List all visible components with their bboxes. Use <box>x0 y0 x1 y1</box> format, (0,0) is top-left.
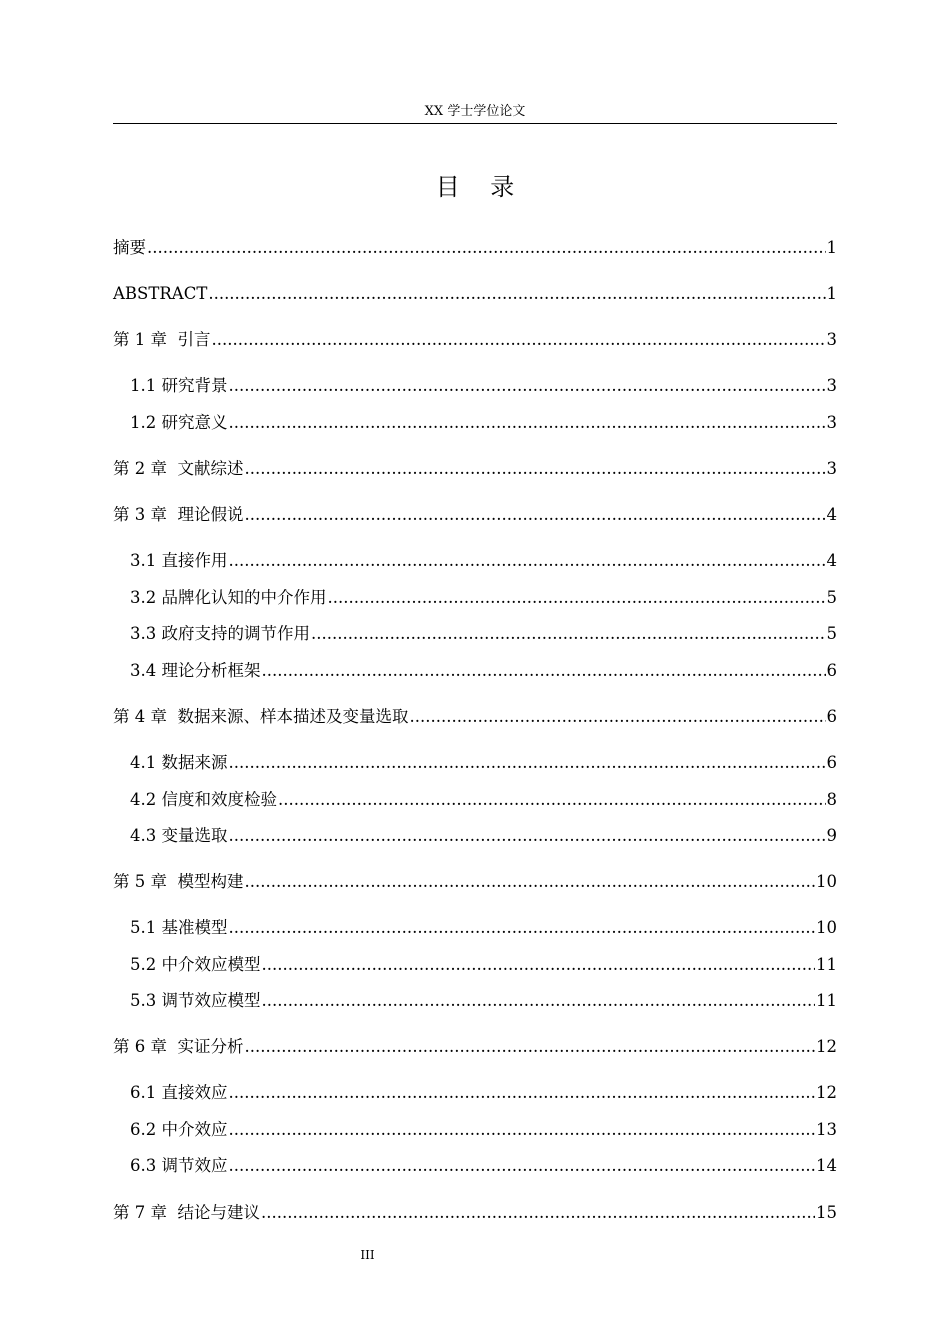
toc-dot-leader <box>262 989 816 1013</box>
toc-entry[interactable] <box>130 916 837 940</box>
footer-page-number: III <box>360 1248 375 1262</box>
toc-entry[interactable] <box>130 788 837 812</box>
toc-entry[interactable] <box>113 705 837 729</box>
toc-entry-label: 5.1 基准模型 <box>130 918 228 937</box>
toc-dot-leader <box>208 282 825 306</box>
toc-dot-leader <box>311 622 826 646</box>
toc-dot-leader <box>244 457 825 481</box>
toc-entry-page: 11 <box>816 991 837 1010</box>
toc-dot-leader <box>229 824 826 848</box>
toc-dot-leader <box>229 549 826 573</box>
toc-dot-leader <box>229 1081 816 1105</box>
toc-entry-page: 1 <box>826 238 837 257</box>
toc-entry-page: 12 <box>816 1037 837 1056</box>
toc-entry-label: 4.3 变量选取 <box>130 826 228 845</box>
toc-entry-page: 3 <box>826 330 837 349</box>
toc-entry-label: 5.3 调节效应模型 <box>130 991 261 1010</box>
toc-entry-page: 14 <box>816 1156 837 1175</box>
toc-dot-leader <box>229 411 826 435</box>
toc-entry[interactable] <box>130 411 837 435</box>
toc-entry-label: 3.3 政府支持的调节作用 <box>130 624 310 643</box>
toc-dot-leader <box>229 1154 816 1178</box>
toc-dot-leader <box>244 870 815 894</box>
toc-dot-leader <box>262 659 826 683</box>
toc-entry[interactable] <box>113 1035 837 1059</box>
toc-entry-label: 摘要 <box>113 238 146 257</box>
toc-entry[interactable] <box>130 586 837 610</box>
toc-entry-label: 3.1 直接作用 <box>130 551 228 570</box>
toc-dot-leader <box>211 328 825 352</box>
toc-entry-label: 1.1 研究背景 <box>130 376 228 395</box>
toc-entry[interactable] <box>113 282 837 306</box>
toc-entry-label: 6.1 直接效应 <box>130 1083 228 1102</box>
toc-entry-label: 第 5 章 模型构建 <box>113 872 244 891</box>
toc-entry-label: ABSTRACT <box>113 284 208 303</box>
toc-entry-page: 5 <box>826 588 837 607</box>
toc-entry[interactable] <box>130 659 837 683</box>
toc-entry-label: 4.1 数据来源 <box>130 753 228 772</box>
toc-entry[interactable] <box>130 1154 837 1178</box>
toc-entry-label: 第 6 章 实证分析 <box>113 1037 244 1056</box>
toc-entry-page: 3 <box>826 376 837 395</box>
toc-dot-leader <box>244 1035 815 1059</box>
toc-entry[interactable] <box>130 953 837 977</box>
toc-entry-label: 3.2 品牌化认知的中介作用 <box>130 588 327 607</box>
toc-entry[interactable] <box>130 549 837 573</box>
toc-entry-label: 6.2 中介效应 <box>130 1120 228 1139</box>
toc-entry-page: 3 <box>826 413 837 432</box>
toc-entry-label: 3.4 理论分析框架 <box>130 661 261 680</box>
toc-entry-page: 9 <box>826 826 837 845</box>
toc-entry-page: 12 <box>816 1083 837 1102</box>
toc-entry-label: 1.2 研究意义 <box>130 413 228 432</box>
toc-entry-label: 第 3 章 理论假说 <box>113 505 244 524</box>
toc-entry-page: 11 <box>816 955 837 974</box>
toc-entry-label: 第 7 章 结论与建议 <box>113 1203 260 1222</box>
toc-entry-page: 4 <box>826 505 837 524</box>
toc-dot-leader <box>262 953 816 977</box>
toc-entry[interactable] <box>130 1081 837 1105</box>
toc-entry-label: 第 4 章 数据来源、样本描述及变量选取 <box>113 707 409 726</box>
toc-dot-leader <box>409 705 825 729</box>
toc-entry-label: 第 1 章 引言 <box>113 330 211 349</box>
running-header: XX 学士学位论文 <box>424 104 526 119</box>
toc-entry[interactable] <box>130 824 837 848</box>
toc-dot-leader <box>229 916 816 940</box>
toc-entry-page: 6 <box>826 753 837 772</box>
toc-entry-page: 6 <box>826 707 837 726</box>
toc-entry[interactable] <box>113 503 837 527</box>
toc-entry-page: 6 <box>826 661 837 680</box>
toc-entry[interactable] <box>130 989 837 1013</box>
toc-entry[interactable] <box>113 457 837 481</box>
toc-entry-page: 8 <box>826 790 837 809</box>
toc-entry[interactable] <box>113 1201 837 1225</box>
toc-entry[interactable] <box>113 328 837 352</box>
toc-dot-leader <box>229 374 826 398</box>
toc-entry-page: 1 <box>826 284 837 303</box>
toc-entry-page: 15 <box>816 1203 837 1222</box>
toc-dot-leader <box>261 1201 815 1225</box>
toc-dot-leader <box>229 1118 816 1142</box>
toc-dot-leader <box>244 503 825 527</box>
toc-entry-page: 10 <box>816 872 837 891</box>
toc-dot-leader <box>229 751 826 775</box>
toc-entry[interactable] <box>130 622 837 646</box>
toc-dot-leader <box>278 788 826 812</box>
toc-entry-label: 第 2 章 文献综述 <box>113 459 244 478</box>
toc-entry[interactable] <box>130 374 837 398</box>
toc-entry-page: 4 <box>826 551 837 570</box>
toc-entry-page: 5 <box>826 624 837 643</box>
toc-dot-leader <box>147 236 826 260</box>
toc-entry-page: 13 <box>816 1120 837 1139</box>
toc-entry-page: 10 <box>816 918 837 937</box>
toc-entry[interactable] <box>113 236 837 260</box>
toc-dot-leader <box>328 586 826 610</box>
toc-entry[interactable] <box>130 1118 837 1142</box>
toc-entry[interactable] <box>130 751 837 775</box>
toc-entry-label: 4.2 信度和效度检验 <box>130 790 277 809</box>
toc-entry-label: 5.2 中介效应模型 <box>130 955 261 974</box>
toc-entry[interactable] <box>113 870 837 894</box>
toc-entry-label: 6.3 调节效应 <box>130 1156 228 1175</box>
toc-title: 目 录 <box>435 173 515 201</box>
toc-entry-page: 3 <box>826 459 837 478</box>
